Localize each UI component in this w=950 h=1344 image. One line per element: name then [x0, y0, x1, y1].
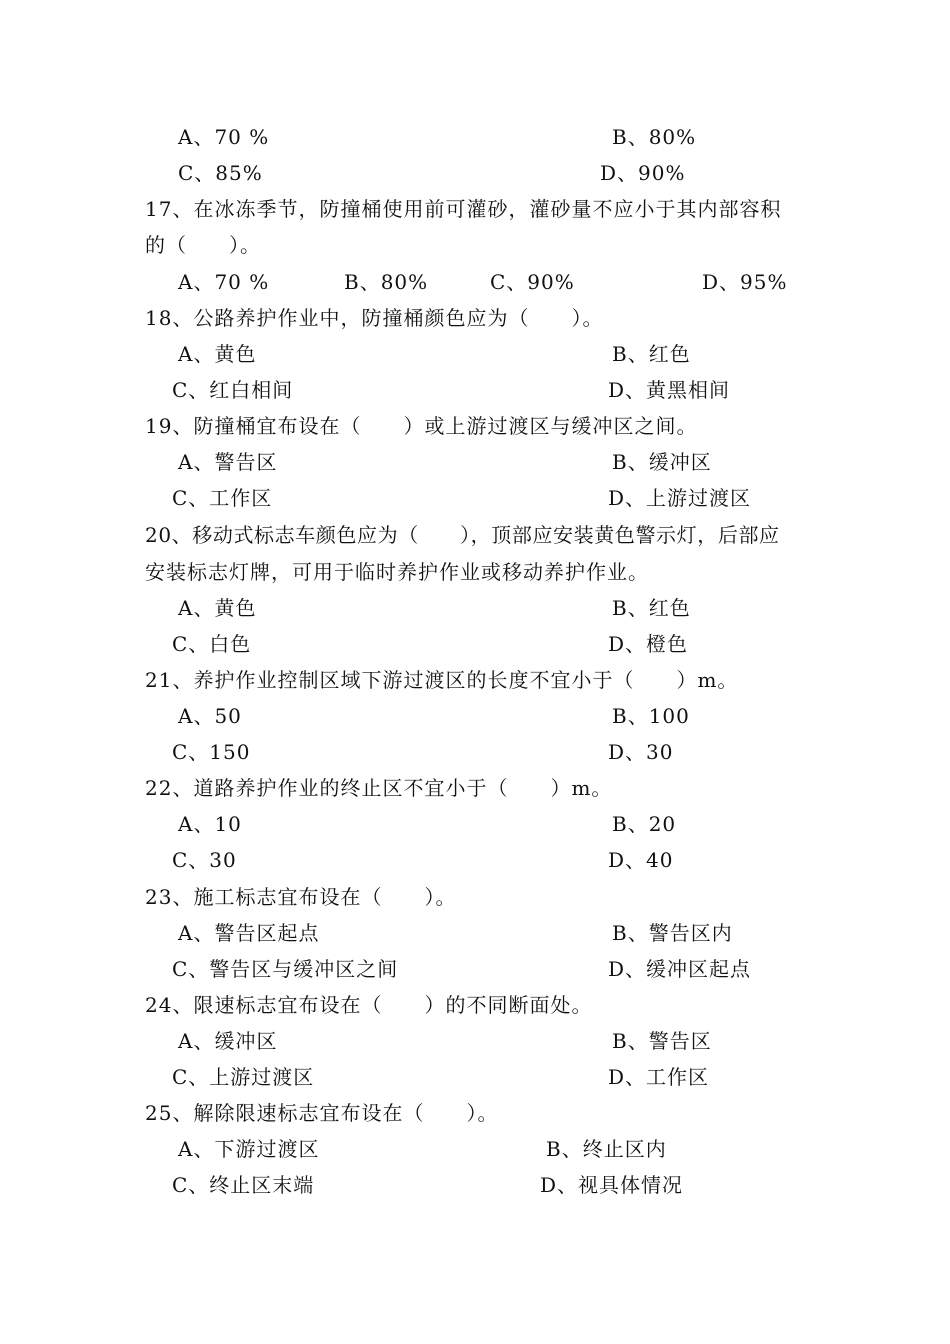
- q25-option-c: C、终止区末端: [172, 1173, 315, 1197]
- q18-option-d: D、黄黑相间: [608, 378, 731, 402]
- q18-option-c: C、红白相间: [172, 378, 294, 402]
- q21-option-b: B、100: [612, 704, 690, 728]
- q25-option-a: A、下游过渡区: [178, 1137, 320, 1161]
- q17-option-c: C、90%: [490, 270, 575, 294]
- q19-option-d: D、上游过渡区: [608, 486, 752, 510]
- question-25: 25、解除限速标志宜布设在（ ）。: [145, 1101, 499, 1125]
- q21-option-d: D、30: [608, 740, 674, 764]
- q19-option-b: B、缓冲区: [612, 450, 712, 474]
- q20-option-c: C、白色: [172, 632, 252, 656]
- q25-option-b: B、终止区内: [546, 1137, 667, 1161]
- q20-option-b: B、红色: [612, 596, 691, 620]
- q24-option-a: A、缓冲区: [178, 1029, 278, 1053]
- q17-option-d: D、95%: [702, 270, 788, 294]
- q20-option-a: A、黄色: [178, 596, 257, 620]
- q19-option-c: C、工作区: [172, 486, 273, 510]
- q24-option-c: C、上游过渡区: [172, 1065, 315, 1089]
- q18-option-b: B、红色: [612, 342, 691, 366]
- question-22: 22、道路养护作业的终止区不宜小于（ ）m。: [145, 776, 613, 800]
- q22-option-c: C、30: [172, 848, 237, 872]
- q22-option-b: B、20: [612, 812, 677, 836]
- q22-option-d: D、40: [608, 848, 674, 872]
- question-23: 23、施工标志宜布设在（ ）。: [145, 885, 457, 909]
- question-17-line-1: 17、在冰冻季节，防撞桶使用前可灌砂，灌砂量不应小于其内部容积: [145, 197, 782, 221]
- q21-option-c: C、150: [172, 740, 251, 764]
- q23-option-a: A、警告区起点: [178, 921, 320, 945]
- question-20-line-2: 安装标志灯牌，可用于临时养护作业或移动养护作业。: [145, 560, 649, 584]
- question-17-line-2: 的（ ）。: [145, 233, 261, 257]
- q25-option-d: D、视具体情况: [540, 1173, 684, 1197]
- q21-option-a: A、50: [178, 704, 242, 728]
- question-24: 24、限速标志宜布设在（ ）的不同断面处。: [145, 993, 593, 1017]
- prev-option-c: C、85%: [178, 161, 263, 185]
- q18-option-a: A、黄色: [178, 342, 257, 366]
- q24-option-b: B、警告区: [612, 1029, 712, 1053]
- q23-option-d: D、缓冲区起点: [608, 957, 752, 981]
- q17-option-b: B、80%: [344, 270, 429, 294]
- question-19: 19、防撞桶宜布设在（ ）或上游过渡区与缓冲区之间。: [145, 414, 698, 438]
- prev-option-d: D、90%: [600, 161, 686, 185]
- q23-option-b: B、警告区内: [612, 921, 733, 945]
- prev-option-b: B、80%: [612, 125, 697, 149]
- q20-option-d: D、橙色: [608, 632, 689, 656]
- q24-option-d: D、工作区: [608, 1065, 710, 1089]
- q23-option-c: C、警告区与缓冲区之间: [172, 957, 399, 981]
- q19-option-a: A、警告区: [178, 450, 278, 474]
- question-21: 21、养护作业控制区域下游过渡区的长度不宜小于（ ）m。: [145, 668, 739, 692]
- q17-option-a: A、70 %: [178, 270, 270, 294]
- question-20-line-1: 20、移动式标志车颜色应为（ ），顶部应安装黄色警示灯，后部应: [145, 523, 780, 547]
- prev-option-a: A、70 %: [178, 125, 270, 149]
- q22-option-a: A、10: [178, 812, 242, 836]
- question-18: 18、公路养护作业中，防撞桶颜色应为（ ）。: [145, 306, 604, 330]
